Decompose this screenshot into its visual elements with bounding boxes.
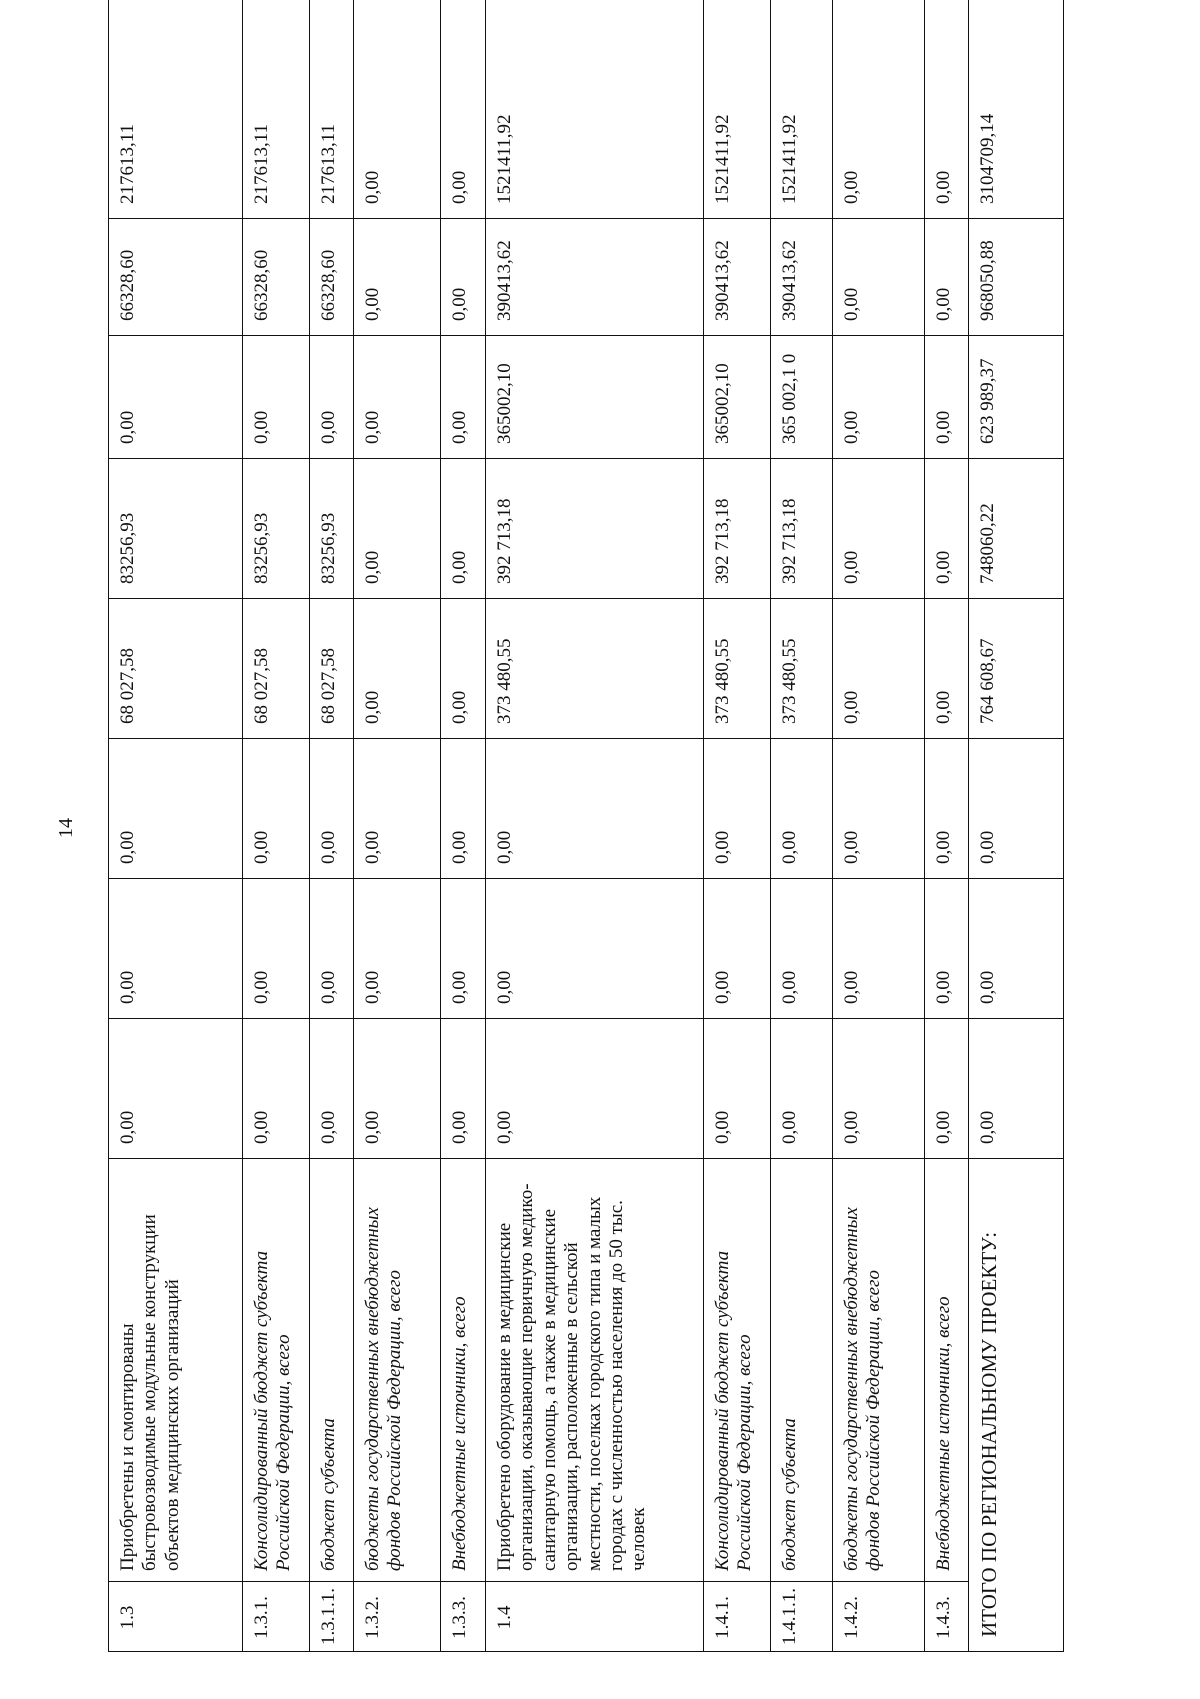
row-code: 1.3.3. (441, 1582, 486, 1652)
row-description: Приобретено оборудование в медицинские организации, оказывающие первичную медико-санитарную помощь, а также в медицинские организации, расположенные в сельской местности, поселках городского типа и малых городах с численностью населения до 50 тыс. человек (486, 1159, 704, 1582)
total-value-cell: 764 608,67 (969, 599, 1064, 739)
value-cell: 0,00 (771, 739, 833, 879)
value-cell: 0,00 (486, 739, 704, 879)
value-cell: 0,00 (243, 336, 310, 459)
value-cell: 0,00 (243, 879, 310, 1019)
value-cell: 68 027,58 (243, 599, 310, 739)
value-cell: 0,00 (354, 0, 441, 219)
table-row (925, 0, 969, 1652)
row-description: бюджеты государственных внебюджетных фондов Российской Федерации, всего (833, 1159, 925, 1582)
row-description: бюджеты государственных внебюджетных фондов Российской Федерации, всего (354, 1159, 441, 1582)
page-number: 14 (55, 818, 77, 838)
value-cell: 0,00 (109, 879, 243, 1019)
table-row (486, 0, 704, 1652)
row-description: Внебюджетные источники, всего (441, 1159, 486, 1582)
value-cell: 83256,93 (109, 459, 243, 599)
table-row (310, 0, 354, 1652)
value-cell: 0,00 (354, 459, 441, 599)
row-description: бюджет субъекта (310, 1159, 354, 1582)
value-cell: 0,00 (109, 1019, 243, 1159)
budget-table (108, 0, 1064, 1652)
value-cell: 0,00 (925, 1019, 969, 1159)
value-cell: 0,00 (109, 336, 243, 459)
value-cell: 0,00 (925, 599, 969, 739)
value-cell: 68 027,58 (310, 599, 354, 739)
value-cell: 0,00 (925, 219, 969, 336)
value-cell: 0,00 (109, 739, 243, 879)
total-value-cell: 0,00 (969, 1019, 1064, 1159)
value-cell: 0,00 (310, 879, 354, 1019)
table-row (704, 0, 771, 1652)
value-cell: 66328,60 (109, 219, 243, 336)
row-code: 1.3.2. (354, 1582, 441, 1652)
table-row (109, 0, 243, 1652)
value-cell: 392 713,18 (704, 459, 771, 599)
value-cell: 0,00 (310, 1019, 354, 1159)
value-cell: 390413,62 (486, 219, 704, 336)
value-cell: 392 713,18 (486, 459, 704, 599)
value-cell: 390413,62 (771, 219, 833, 336)
value-cell: 0,00 (441, 0, 486, 219)
total-row (969, 0, 1064, 1652)
value-cell: 0,00 (441, 879, 486, 1019)
value-cell: 0,00 (354, 219, 441, 336)
table-row (354, 0, 441, 1652)
value-cell: 0,00 (486, 879, 704, 1019)
table-body (109, 0, 1064, 1652)
value-cell: 390413,62 (704, 219, 771, 336)
table-row (771, 0, 833, 1652)
table-row (441, 0, 486, 1652)
budget-table-container (108, 42, 1063, 1652)
value-cell: 0,00 (441, 459, 486, 599)
value-cell: 0,00 (833, 879, 925, 1019)
value-cell: 68 027,58 (109, 599, 243, 739)
value-cell: 1521411,92 (771, 0, 833, 219)
value-cell: 0,00 (354, 1019, 441, 1159)
value-cell: 0,00 (833, 459, 925, 599)
row-description: Консолидированный бюджет субъекта Российской Федерации, всего (704, 1159, 771, 1582)
value-cell: 1521411,92 (704, 0, 771, 219)
value-cell: 373 480,55 (771, 599, 833, 739)
row-code: 1.4.1. (704, 1582, 771, 1652)
value-cell: 0,00 (925, 879, 969, 1019)
value-cell: 0,00 (925, 739, 969, 879)
value-cell: 0,00 (833, 1019, 925, 1159)
value-cell: 0,00 (833, 336, 925, 459)
row-description: Приобретены и смонтированы быстровозводимые модульные конструкции объектов медицинских организаций (109, 1159, 243, 1582)
value-cell: 0,00 (243, 739, 310, 879)
value-cell: 373 480,55 (704, 599, 771, 739)
table-row (243, 0, 310, 1652)
total-value-cell: 748060,22 (969, 459, 1064, 599)
value-cell: 365002,10 (486, 336, 704, 459)
value-cell: 0,00 (704, 739, 771, 879)
table-row (833, 0, 925, 1652)
value-cell: 0,00 (771, 879, 833, 1019)
total-value-cell: 623 989,37 (969, 336, 1064, 459)
total-value-cell: 3104709,14 (969, 0, 1064, 219)
row-description: Консолидированный бюджет субъекта Российской Федерации, всего (243, 1159, 310, 1582)
value-cell: 0,00 (704, 879, 771, 1019)
value-cell: 1521411,92 (486, 0, 704, 219)
row-code: 1.3.1.1. (310, 1582, 354, 1652)
value-cell: 0,00 (833, 219, 925, 336)
value-cell: 365002,10 (704, 336, 771, 459)
value-cell: 0,00 (833, 599, 925, 739)
row-code: 1.4.1.1. (771, 1582, 833, 1652)
value-cell: 0,00 (486, 1019, 704, 1159)
row-code: 1.3 (109, 1582, 243, 1652)
value-cell: 0,00 (354, 599, 441, 739)
value-cell: 0,00 (771, 1019, 833, 1159)
value-cell: 0,00 (925, 0, 969, 219)
total-value-cell: 0,00 (969, 879, 1064, 1019)
row-code: 1.4.3. (925, 1582, 969, 1652)
value-cell: 0,00 (354, 336, 441, 459)
value-cell: 217613,11 (243, 0, 310, 219)
total-value-cell: 0,00 (969, 739, 1064, 879)
row-description: бюджет субъекта (771, 1159, 833, 1582)
value-cell: 217613,11 (109, 0, 243, 219)
row-code: 1.4 (486, 1582, 704, 1652)
value-cell: 0,00 (441, 1019, 486, 1159)
value-cell: 0,00 (354, 739, 441, 879)
value-cell: 0,00 (925, 336, 969, 459)
value-cell: 373 480,55 (486, 599, 704, 739)
value-cell: 392 713,18 (771, 459, 833, 599)
value-cell: 0,00 (441, 336, 486, 459)
value-cell: 66328,60 (243, 219, 310, 336)
row-code: 1.3.1. (243, 1582, 310, 1652)
value-cell: 66328,60 (310, 219, 354, 336)
value-cell: 0,00 (310, 336, 354, 459)
row-description: Внебюджетные источники, всего (925, 1159, 969, 1582)
row-code: 1.4.2. (833, 1582, 925, 1652)
value-cell: 0,00 (441, 739, 486, 879)
value-cell: 0,00 (833, 739, 925, 879)
value-cell: 83256,93 (310, 459, 354, 599)
value-cell: 0,00 (243, 1019, 310, 1159)
value-cell: 365 002,1 0 (771, 336, 833, 459)
value-cell: 0,00 (833, 0, 925, 219)
value-cell: 83256,93 (243, 459, 310, 599)
value-cell: 0,00 (441, 599, 486, 739)
value-cell: 0,00 (704, 1019, 771, 1159)
value-cell: 0,00 (925, 459, 969, 599)
value-cell: 0,00 (310, 739, 354, 879)
total-value-cell: 968050,88 (969, 219, 1064, 336)
total-label: ИТОГО ПО РЕГИОНАЛЬНОМУ ПРОЕКТУ: (969, 1159, 1064, 1652)
value-cell: 217613,11 (310, 0, 354, 219)
value-cell: 0,00 (354, 879, 441, 1019)
value-cell: 0,00 (441, 219, 486, 336)
